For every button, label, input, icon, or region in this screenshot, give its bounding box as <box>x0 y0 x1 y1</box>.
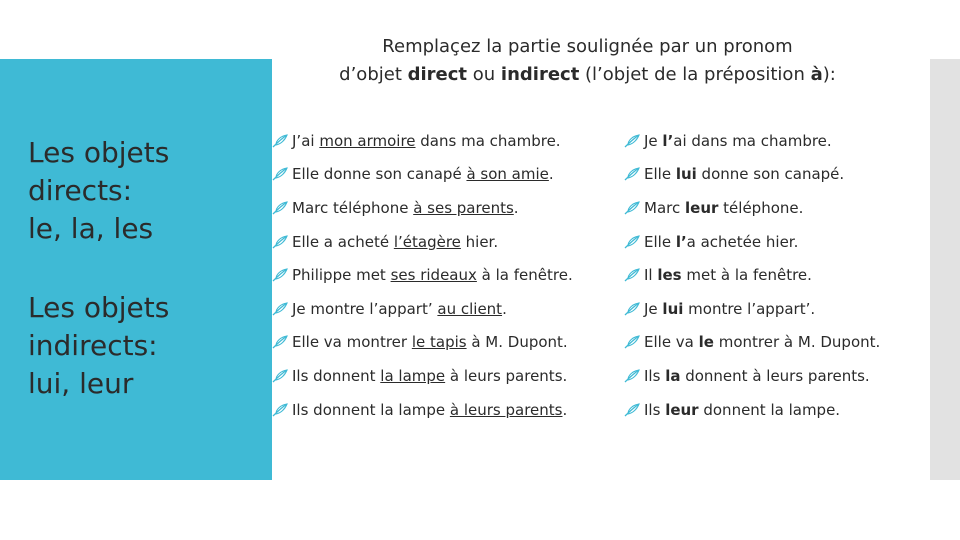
text-fragment: montre l’appart’. <box>683 299 816 318</box>
text-fragment: . <box>513 198 519 217</box>
feather-bullet-icon <box>272 369 288 383</box>
text-fragment: Elle va montrer <box>292 333 412 352</box>
sentence-item <box>272 191 573 225</box>
underlined-phrase: ses rideaux <box>390 266 477 285</box>
pronoun: le <box>698 333 714 352</box>
sentence-item <box>272 292 573 326</box>
answer-item <box>624 359 880 393</box>
text-fragment: met à la fenêtre. <box>681 266 812 285</box>
title-line-2 <box>300 61 875 89</box>
underlined-phrase: à leurs parents <box>449 400 563 419</box>
text-fragment: donnent la lampe. <box>698 400 841 419</box>
feather-bullet-icon <box>624 268 640 282</box>
answer-item <box>624 258 880 292</box>
feather-bullet-icon <box>272 201 288 215</box>
feather-bullet-icon <box>272 235 288 249</box>
title-preposition: à <box>810 64 823 85</box>
text-fragment: ai dans ma chambre. <box>673 131 832 150</box>
sentence-item-text <box>292 199 519 217</box>
text-fragment: Je montre l’appart’ <box>292 299 438 318</box>
sentence-item <box>272 326 573 360</box>
answer-item-text <box>644 165 844 183</box>
answer-item <box>624 158 880 192</box>
feather-bullet-icon <box>272 302 288 316</box>
underlined-phrase: mon armoire <box>319 131 416 150</box>
text-fragment: à la fenêtre. <box>476 266 573 285</box>
feather-bullet-icon <box>624 302 640 316</box>
text-fragment: Elle donne son canapé <box>292 165 467 184</box>
title-text: ou <box>467 64 501 85</box>
pronoun: lui <box>675 165 697 184</box>
title-text: (l’objet de la préposition <box>579 64 811 85</box>
feather-bullet-icon <box>624 369 640 383</box>
text-fragment: dans ma chambre. <box>415 131 561 150</box>
underlined-phrase: au client <box>437 299 503 318</box>
underlined-phrase: à ses parents <box>413 198 514 217</box>
answer-item-text <box>644 233 798 251</box>
text-fragment: Elle <box>644 232 676 251</box>
feather-bullet-icon <box>624 335 640 349</box>
text-fragment: Marc <box>644 198 685 217</box>
feather-bullet-icon <box>624 134 640 148</box>
pronoun: la <box>665 366 681 385</box>
answers-list <box>624 124 880 426</box>
answer-item-text <box>644 367 870 385</box>
indirect-heading-line: Les objets <box>28 291 170 324</box>
indirect-objects-heading <box>28 289 169 403</box>
text-fragment: Marc téléphone <box>292 198 414 217</box>
text-fragment: Elle va <box>644 333 699 352</box>
underlined-phrase: l’étagère <box>393 232 461 251</box>
answer-item <box>624 225 880 259</box>
answer-item-text <box>644 199 803 217</box>
answer-item <box>624 393 880 427</box>
left-panel <box>0 59 272 480</box>
text-fragment: . <box>548 165 554 184</box>
sentence-item-text <box>292 333 568 351</box>
direct-objects-heading <box>28 134 169 248</box>
title-direct: direct <box>407 64 468 85</box>
underlined-phrase: la lampe <box>380 366 446 385</box>
title-indirect: indirect <box>500 64 580 85</box>
answer-item-text <box>644 132 832 150</box>
text-fragment: Ils donnent <box>292 366 381 385</box>
indirect-heading-line: indirects: <box>28 329 158 362</box>
pronoun: les <box>657 266 682 285</box>
direct-heading-line: directs: <box>28 174 133 207</box>
direct-heading-line: Les objets <box>28 136 170 169</box>
indirect-pronouns: lui, leur <box>28 367 134 400</box>
pronoun: lui <box>662 299 684 318</box>
feather-bullet-icon <box>624 235 640 249</box>
text-fragment: Ils <box>644 366 666 385</box>
sentence-item-text <box>292 266 573 284</box>
text-fragment: a achetée hier. <box>686 232 799 251</box>
answer-item-text <box>644 333 880 351</box>
pronoun: l’ <box>675 232 687 251</box>
answer-item-text <box>644 300 815 318</box>
text-fragment: Philippe met <box>292 266 391 285</box>
text-fragment: donnent à leurs parents. <box>680 366 870 385</box>
sentence-item <box>272 158 573 192</box>
answer-item <box>624 292 880 326</box>
feather-bullet-icon <box>624 403 640 417</box>
feather-bullet-icon <box>624 167 640 181</box>
text-fragment: J’ai <box>292 131 320 150</box>
text-fragment: montrer à M. Dupont. <box>713 333 881 352</box>
text-fragment: hier. <box>460 232 499 251</box>
right-side-bar <box>930 59 960 480</box>
answer-item-text <box>644 401 840 419</box>
text-fragment: Il <box>644 266 658 285</box>
pronoun: leur <box>685 198 719 217</box>
text-fragment: à M. Dupont. <box>466 333 568 352</box>
sentence-item <box>272 225 573 259</box>
text-fragment: téléphone. <box>718 198 804 217</box>
sentence-item <box>272 124 573 158</box>
feather-bullet-icon <box>272 268 288 282</box>
answer-item <box>624 326 880 360</box>
feather-bullet-icon <box>624 201 640 215</box>
text-fragment: Je <box>644 299 663 318</box>
sentence-item-text <box>292 367 567 385</box>
slide-title <box>300 33 875 89</box>
text-fragment: Je <box>644 131 663 150</box>
sentence-item <box>272 258 573 292</box>
sentence-item <box>272 359 573 393</box>
answer-item <box>624 191 880 225</box>
text-fragment: Elle <box>644 165 676 184</box>
sentence-item-text <box>292 132 561 150</box>
pronoun: l’ <box>662 131 674 150</box>
title-line-1: Remplaçez la partie soulignée par un pronom <box>382 36 793 57</box>
sentence-item-text <box>292 300 507 318</box>
text-fragment: Ils donnent la lampe <box>292 400 450 419</box>
text-fragment: . <box>562 400 568 419</box>
feather-bullet-icon <box>272 335 288 349</box>
sentence-item-text <box>292 401 567 419</box>
sentence-item <box>272 393 573 427</box>
answer-item-text <box>644 266 812 284</box>
sentence-item-text <box>292 233 498 251</box>
feather-bullet-icon <box>272 403 288 417</box>
text-fragment: Ils <box>644 400 666 419</box>
sentences-list <box>272 124 573 426</box>
underlined-phrase: le tapis <box>411 333 467 352</box>
feather-bullet-icon <box>272 167 288 181</box>
pronoun: leur <box>665 400 699 419</box>
title-text: d’objet <box>339 64 408 85</box>
feather-bullet-icon <box>272 134 288 148</box>
title-text: ): <box>822 64 836 85</box>
answer-item <box>624 124 880 158</box>
text-fragment: à leurs parents. <box>445 366 568 385</box>
direct-pronouns: le, la, les <box>28 212 154 245</box>
underlined-phrase: à son amie <box>466 165 549 184</box>
text-fragment: . <box>502 299 507 318</box>
text-fragment: donne son canapé. <box>696 165 845 184</box>
sentence-item-text <box>292 165 554 183</box>
text-fragment: Elle a acheté <box>292 232 394 251</box>
